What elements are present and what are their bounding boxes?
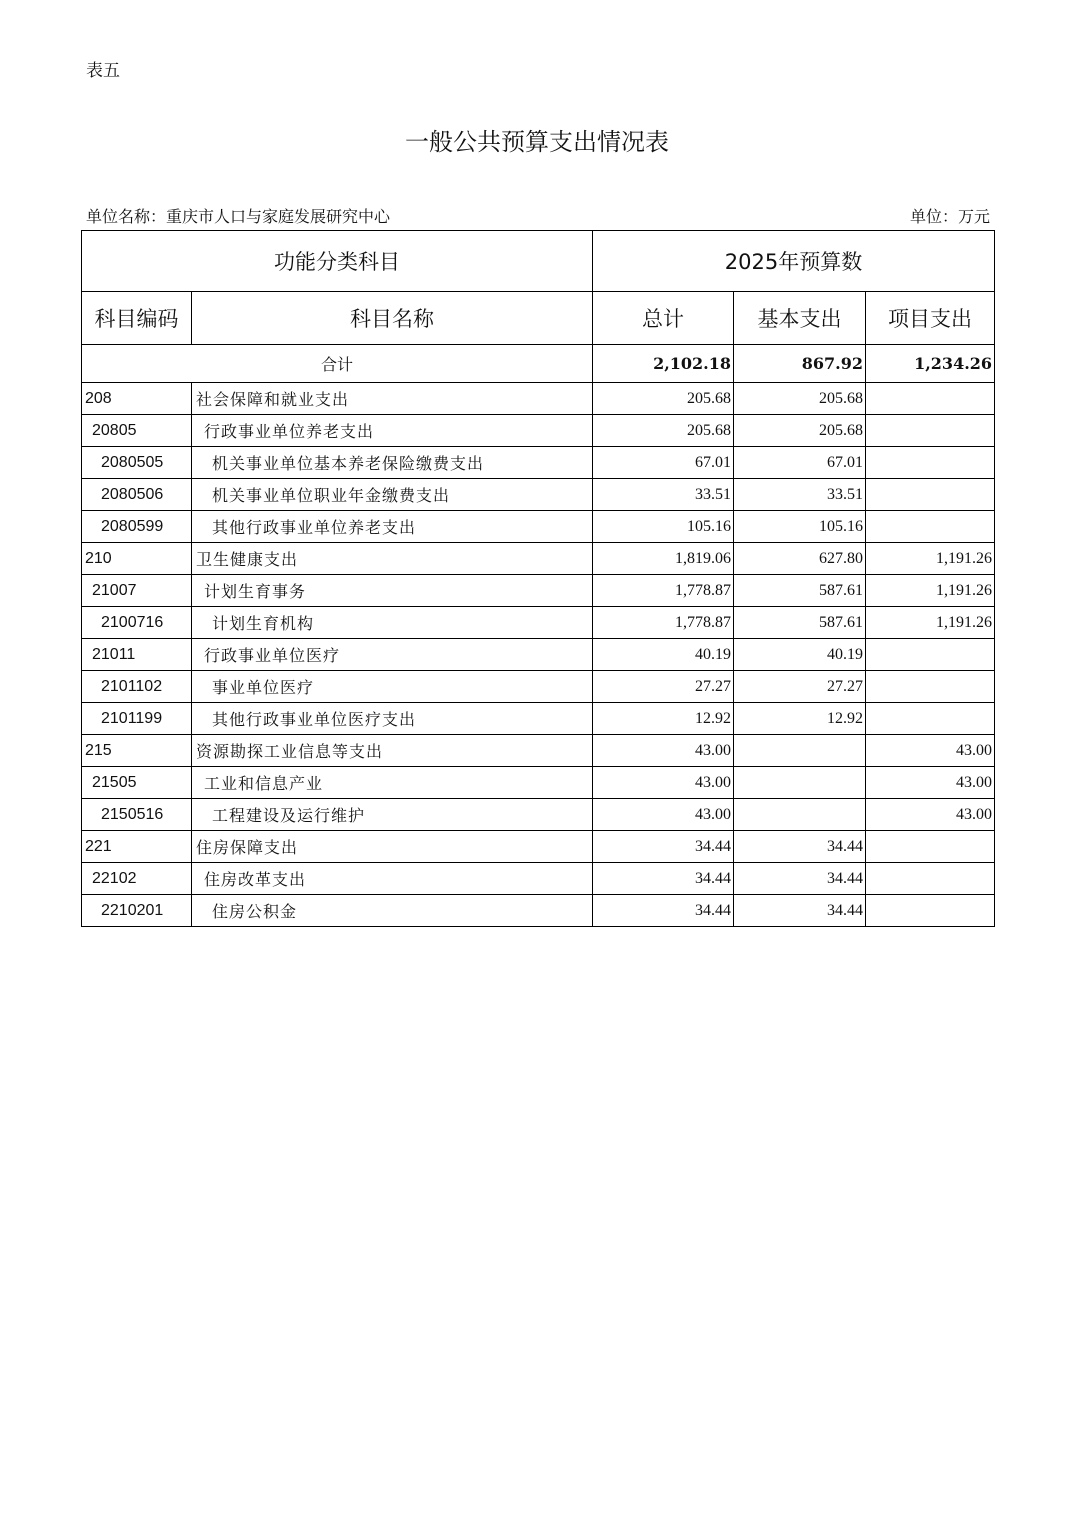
row-code: 2101199	[82, 703, 192, 735]
table-row	[82, 543, 995, 575]
row-code: 21505	[82, 767, 192, 799]
row-project: 1,191.26	[866, 575, 995, 607]
table-row	[82, 895, 995, 927]
row-project	[866, 671, 995, 703]
row-name: 事业单位医疗	[192, 671, 593, 703]
row-total: 33.51	[593, 479, 734, 511]
row-total: 12.92	[593, 703, 734, 735]
row-name: 工程建设及运行维护	[192, 799, 593, 831]
sum-project: 1,234.26	[866, 345, 995, 383]
row-basic: 587.61	[734, 607, 866, 639]
unit-name: 单位名称：重庆市人口与家庭发展研究中心	[86, 207, 391, 226]
table-row	[82, 511, 995, 543]
row-code: 221	[82, 831, 192, 863]
row-project: 43.00	[866, 735, 995, 767]
row-name: 社会保障和就业支出	[192, 383, 593, 415]
row-total: 205.68	[593, 415, 734, 447]
row-total: 43.00	[593, 735, 734, 767]
sum-label: 合计	[82, 345, 593, 383]
table-row	[82, 447, 995, 479]
col-header-total: 总计	[593, 292, 734, 345]
table-row	[82, 799, 995, 831]
table-row	[82, 831, 995, 863]
row-code: 2150516	[82, 799, 192, 831]
row-project	[866, 863, 995, 895]
table-body	[82, 345, 995, 927]
row-basic: 34.44	[734, 863, 866, 895]
row-project: 43.00	[866, 767, 995, 799]
row-name: 其他行政事业单位养老支出	[192, 511, 593, 543]
row-code: 21007	[82, 575, 192, 607]
col-header-name: 科目名称	[192, 292, 593, 345]
table-row	[82, 415, 995, 447]
header-function-category: 功能分类科目	[82, 231, 593, 292]
row-total: 34.44	[593, 895, 734, 927]
row-name: 卫生健康支出	[192, 543, 593, 575]
table-row	[82, 383, 995, 415]
row-code: 208	[82, 383, 192, 415]
row-project: 43.00	[866, 799, 995, 831]
row-basic: 627.80	[734, 543, 866, 575]
row-name: 机关事业单位基本养老保险缴费支出	[192, 447, 593, 479]
row-total: 67.01	[593, 447, 734, 479]
table-row	[82, 671, 995, 703]
row-total: 1,819.06	[593, 543, 734, 575]
row-basic	[734, 735, 866, 767]
row-basic	[734, 799, 866, 831]
row-project	[866, 639, 995, 671]
row-project	[866, 383, 995, 415]
table-row	[82, 479, 995, 511]
header-row-1	[82, 231, 995, 292]
row-name: 其他行政事业单位医疗支出	[192, 703, 593, 735]
table-row	[82, 735, 995, 767]
col-header-code: 科目编码	[82, 292, 192, 345]
table-row	[82, 767, 995, 799]
row-code: 2080506	[82, 479, 192, 511]
row-name: 计划生育机构	[192, 607, 593, 639]
row-name: 住房保障支出	[192, 831, 593, 863]
sum-total: 2,102.18	[593, 345, 734, 383]
row-project: 1,191.26	[866, 543, 995, 575]
row-total: 1,778.87	[593, 575, 734, 607]
row-project: 1,191.26	[866, 607, 995, 639]
row-basic: 34.44	[734, 831, 866, 863]
page-title: 一般公共预算支出情况表	[405, 128, 669, 156]
row-project	[866, 447, 995, 479]
row-code: 210	[82, 543, 192, 575]
col-header-basic: 基本支出	[734, 292, 866, 345]
row-total: 205.68	[593, 383, 734, 415]
table-row	[82, 703, 995, 735]
row-basic: 587.61	[734, 575, 866, 607]
row-total: 43.00	[593, 799, 734, 831]
sum-basic: 867.92	[734, 345, 866, 383]
row-name: 行政事业单位养老支出	[192, 415, 593, 447]
table-row	[82, 607, 995, 639]
row-total: 105.16	[593, 511, 734, 543]
row-total: 43.00	[593, 767, 734, 799]
col-header-project: 项目支出	[866, 292, 995, 345]
row-code: 2100716	[82, 607, 192, 639]
row-name: 住房公积金	[192, 895, 593, 927]
row-name: 计划生育事务	[192, 575, 593, 607]
row-code: 2210201	[82, 895, 192, 927]
table-row	[82, 639, 995, 671]
row-total: 34.44	[593, 863, 734, 895]
row-basic: 27.27	[734, 671, 866, 703]
row-code: 20805	[82, 415, 192, 447]
header-row-2	[82, 292, 995, 345]
row-total: 1,778.87	[593, 607, 734, 639]
row-basic: 33.51	[734, 479, 866, 511]
row-basic	[734, 767, 866, 799]
row-code: 215	[82, 735, 192, 767]
row-project	[866, 511, 995, 543]
row-code: 2080599	[82, 511, 192, 543]
row-basic: 205.68	[734, 383, 866, 415]
row-name: 行政事业单位医疗	[192, 639, 593, 671]
budget-table	[81, 230, 995, 927]
row-total: 40.19	[593, 639, 734, 671]
row-total: 27.27	[593, 671, 734, 703]
row-total: 34.44	[593, 831, 734, 863]
row-name: 住房改革支出	[192, 863, 593, 895]
row-project	[866, 831, 995, 863]
row-project	[866, 479, 995, 511]
row-name: 资源勘探工业信息等支出	[192, 735, 593, 767]
row-project	[866, 415, 995, 447]
row-basic: 40.19	[734, 639, 866, 671]
row-basic: 205.68	[734, 415, 866, 447]
header-budget-year: 2025年预算数	[593, 231, 995, 292]
row-name: 机关事业单位职业年金缴费支出	[192, 479, 593, 511]
row-basic: 105.16	[734, 511, 866, 543]
row-basic: 12.92	[734, 703, 866, 735]
row-code: 2101102	[82, 671, 192, 703]
table-row	[82, 575, 995, 607]
row-project	[866, 895, 995, 927]
table-label: 表五	[86, 61, 120, 81]
row-basic: 67.01	[734, 447, 866, 479]
row-code: 22102	[82, 863, 192, 895]
table-row	[82, 863, 995, 895]
row-name: 工业和信息产业	[192, 767, 593, 799]
money-unit: 单位：万元	[909, 207, 990, 226]
row-basic: 34.44	[734, 895, 866, 927]
row-project	[866, 703, 995, 735]
sum-row	[82, 345, 995, 383]
row-code: 21011	[82, 639, 192, 671]
row-code: 2080505	[82, 447, 192, 479]
